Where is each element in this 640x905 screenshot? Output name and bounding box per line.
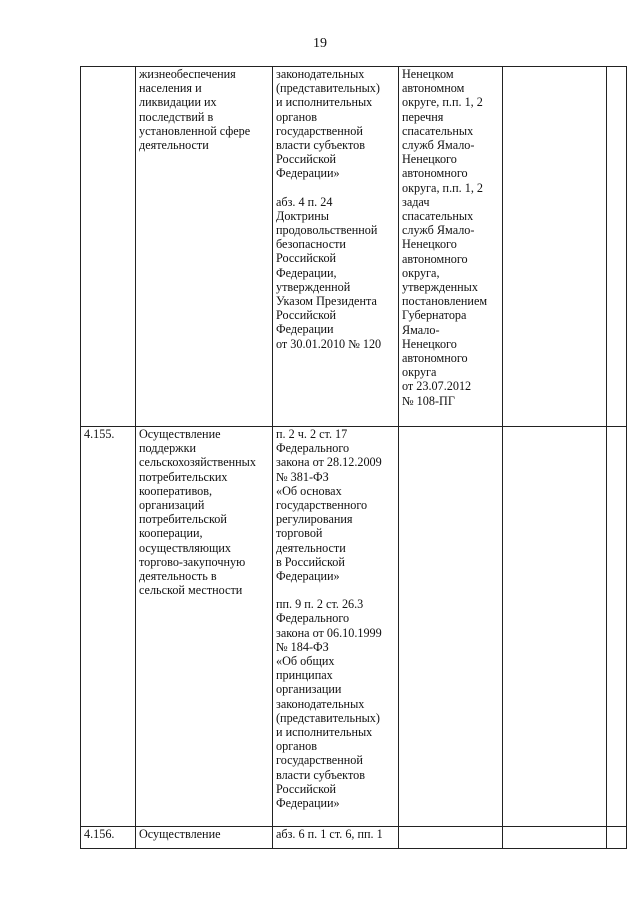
legal-basis-line: Федерации» bbox=[276, 796, 340, 811]
regional-act-line: округе, п.п. 1, 2 bbox=[402, 95, 483, 110]
legal-basis-line: Российской bbox=[276, 251, 337, 266]
legal-basis-line: деятельности bbox=[276, 540, 346, 555]
regional-act-line: автономного bbox=[402, 251, 468, 266]
regional-act-line: Ненецком bbox=[402, 67, 454, 81]
paragraph-gap bbox=[276, 181, 395, 195]
activity-line: торгово-закупочную bbox=[139, 554, 246, 569]
legal-basis-line: власти субъектов bbox=[276, 767, 365, 782]
activity-line: кооперативов, bbox=[139, 483, 213, 498]
legal-basis-line: Федерального bbox=[276, 611, 350, 626]
table-row bbox=[81, 427, 627, 827]
activity-line: ликвидации их bbox=[139, 95, 217, 110]
regional-act-cell bbox=[399, 67, 503, 427]
legal-basis-line: Федерации» bbox=[276, 569, 340, 584]
activity-line: установленной сфере bbox=[139, 123, 251, 138]
legal-basis-line: регулирования bbox=[276, 512, 353, 527]
empty-cell bbox=[503, 427, 607, 827]
legal-basis-line: органов bbox=[276, 739, 317, 754]
row-number-cell bbox=[81, 67, 136, 427]
document-table bbox=[80, 66, 627, 849]
legal-basis-line: и исполнительных bbox=[276, 725, 373, 740]
activity-line: деятельность в bbox=[139, 569, 217, 584]
legal-basis-line: законодательных bbox=[276, 67, 365, 81]
regional-act-line: служб Ямало- bbox=[402, 138, 475, 153]
activity-line: Осуществление bbox=[139, 427, 221, 441]
empty-cell bbox=[503, 67, 607, 427]
page-number: 19 bbox=[313, 36, 327, 51]
empty-cell bbox=[503, 827, 607, 849]
regional-act-line: Губернатора bbox=[402, 308, 467, 323]
legal-basis-line: государственной bbox=[276, 753, 363, 768]
regional-act-line: постановлением bbox=[402, 294, 488, 309]
legal-basis-line: утвержденной bbox=[276, 279, 351, 294]
activity-cell bbox=[136, 67, 273, 427]
regional-act-line: автономного bbox=[402, 351, 468, 366]
legal-basis-line: безопасности bbox=[276, 237, 346, 252]
legal-basis-line: Федерации» bbox=[276, 166, 340, 181]
legal-basis-line: Федерального bbox=[276, 441, 350, 456]
legal-basis-line: Доктрины bbox=[276, 208, 329, 223]
legal-basis-line: (представительных) bbox=[276, 710, 380, 725]
legal-basis-line: государственной bbox=[276, 123, 363, 138]
activity-line: организаций bbox=[139, 498, 205, 513]
activity-line: потребительской bbox=[139, 512, 227, 527]
regional-act-line: Ямало- bbox=[402, 322, 440, 337]
activity-line: жизнеобеспечения bbox=[139, 67, 236, 81]
activity-line: последствий в bbox=[139, 109, 214, 124]
legal-basis-line: органов bbox=[276, 109, 317, 124]
legal-basis-line: (представительных) bbox=[276, 81, 380, 96]
legal-basis-line: № 381-ФЗ bbox=[276, 469, 329, 484]
activity-line: потребительских bbox=[139, 469, 228, 484]
legal-basis-line: абз. 4 п. 24 bbox=[276, 194, 333, 209]
regional-act-line: Ненецкого bbox=[402, 237, 457, 252]
legal-basis-cell bbox=[273, 67, 399, 427]
empty-cell bbox=[607, 827, 627, 849]
legal-basis-line: Федерации, bbox=[276, 265, 337, 280]
legal-basis-line: Российской bbox=[276, 152, 337, 167]
legal-basis-line: п. 2 ч. 2 ст. 17 bbox=[276, 427, 348, 441]
regional-act-line: округа, bbox=[402, 265, 440, 280]
activity-line: населения и bbox=[139, 81, 202, 96]
legal-basis-line: и исполнительных bbox=[276, 95, 373, 110]
legal-basis-line: Российской bbox=[276, 781, 337, 796]
regional-act-line: округа bbox=[402, 365, 437, 380]
regional-act-line: задач bbox=[402, 194, 430, 209]
legal-basis-line: абз. 6 п. 1 ст. 6, пп. 1 bbox=[276, 827, 383, 841]
legal-basis-line: от 30.01.2010 № 120 bbox=[276, 336, 382, 351]
regional-act-line: служб Ямало- bbox=[402, 223, 475, 238]
legal-basis-line: принципах bbox=[276, 668, 333, 683]
legal-basis-line: торговой bbox=[276, 526, 323, 541]
regional-act-line: спасательных bbox=[402, 209, 474, 224]
regional-act-cell bbox=[399, 427, 503, 827]
empty-cell bbox=[607, 67, 627, 427]
regional-act-line: округа, п.п. 1, 2 bbox=[402, 180, 484, 195]
legal-basis-line: Указом Президента bbox=[276, 294, 377, 309]
legal-basis-line: власти субъектов bbox=[276, 138, 365, 153]
row-number: 4.156. bbox=[84, 827, 115, 841]
activity-cell bbox=[136, 427, 273, 827]
legal-basis-line: закона от 06.10.1999 bbox=[276, 625, 382, 640]
legal-basis-line: «Об общих bbox=[276, 654, 335, 669]
regional-act-line: № 108-ПГ bbox=[402, 393, 455, 408]
paragraph-gap bbox=[276, 583, 395, 597]
legal-basis-line: Российской bbox=[276, 308, 337, 323]
activity-line: сельскохозяйственных bbox=[139, 455, 256, 470]
legal-basis-line: Федерации bbox=[276, 322, 334, 337]
regional-act-line: автономном bbox=[402, 81, 465, 96]
row-number: 4.155. bbox=[84, 427, 115, 441]
legal-basis-line: законодательных bbox=[276, 696, 365, 711]
regional-act-cell bbox=[399, 827, 503, 849]
activity-line: поддержки bbox=[139, 441, 197, 456]
legal-basis-cell bbox=[273, 827, 399, 849]
legal-basis-line: государственного bbox=[276, 498, 368, 513]
table-row bbox=[81, 827, 627, 849]
legal-basis-line: «Об основах bbox=[276, 483, 342, 498]
activity-line: осуществляющих bbox=[139, 540, 231, 555]
regional-act-line: от 23.07.2012 bbox=[402, 379, 472, 394]
activity-line: Осуществление bbox=[139, 827, 221, 841]
regional-act-line: спасательных bbox=[402, 123, 474, 138]
regional-act-line: автономного bbox=[402, 166, 468, 181]
regional-act-line: Ненецкого bbox=[402, 336, 457, 351]
legal-basis-line: в Российской bbox=[276, 554, 345, 569]
legal-basis-line: организации bbox=[276, 682, 342, 697]
legal-basis-line: закона от 28.12.2009 bbox=[276, 455, 382, 470]
row-number-cell bbox=[81, 427, 136, 827]
row-number-cell bbox=[81, 827, 136, 849]
table-body bbox=[81, 67, 627, 849]
activity-line: кооперации, bbox=[139, 526, 203, 541]
regional-act-line: утвержденных bbox=[402, 280, 478, 295]
legal-basis-line: продовольственной bbox=[276, 223, 378, 238]
activity-cell bbox=[136, 827, 273, 849]
table-row bbox=[81, 67, 627, 427]
legal-basis-cell bbox=[273, 427, 399, 827]
activity-line: деятельности bbox=[139, 138, 209, 153]
legal-basis-line: пп. 9 п. 2 ст. 26.3 bbox=[276, 597, 364, 612]
regional-act-line: Ненецкого bbox=[402, 152, 457, 167]
legal-basis-line: № 184-ФЗ bbox=[276, 639, 329, 654]
activity-line: сельской местности bbox=[139, 583, 243, 598]
empty-cell bbox=[607, 427, 627, 827]
regional-act-line: перечня bbox=[402, 109, 444, 124]
